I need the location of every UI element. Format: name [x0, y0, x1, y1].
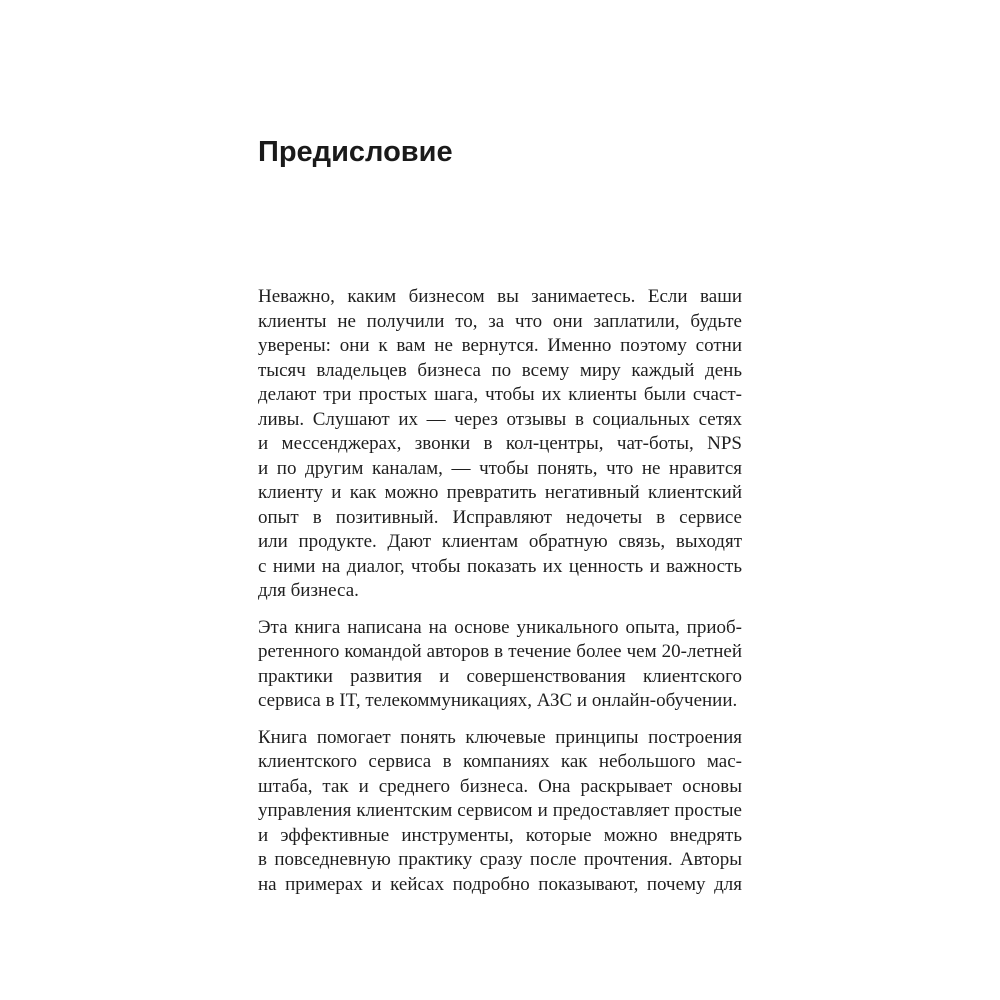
paragraph-line: с ними на диалог, чтобы показать их ценность и важность — [258, 555, 742, 577]
paragraph-line: опыт в позитивный. Исправляют недочеты в сервисе — [258, 506, 742, 528]
paragraph-line: клиенту и как можно превратить негативный клиентский — [258, 482, 742, 503]
paragraph-line: уверены: они к вам не вернутся. Именно поэтому сотни — [258, 335, 742, 356]
paragraph-line: Эта книга написана на основе уникального опыта, приоб- — [258, 616, 742, 638]
body-text — [258, 285, 742, 897]
paragraph-1 — [258, 285, 742, 604]
paragraph-line: в повседневную практику сразу после прочтения. Авторы — [258, 849, 742, 870]
paragraph-line: на примерах и кейсах подробно показывают, почему для — [258, 873, 742, 895]
paragraph-line: делают три простых шага, чтобы их клиенты были счаст- — [258, 384, 742, 405]
paragraph-line: клиентского сервиса в компаниях как небольшого мас- — [258, 751, 742, 772]
paragraph-line: ливы. Слушают их — через отзывы в социальных сетях — [258, 408, 742, 430]
paragraph-line: управления клиентским сервисом и предоставляет простые — [258, 800, 742, 821]
paragraph-line: тысяч владельцев бизнеса по всему миру каждый день — [258, 359, 742, 381]
paragraph-2 — [258, 616, 742, 714]
paragraph-line: для бизнеса. — [258, 580, 359, 601]
paragraph-line: клиенты не получили то, за что они заплатили, будьте — [258, 310, 742, 332]
paragraph-line: штаба, так и среднего бизнеса. Она раскрывает основы — [258, 775, 742, 797]
paragraph-line: Неважно, каким бизнесом вы занимаетесь. Если ваши — [258, 286, 742, 307]
paragraph-line: сервиса в IT, телекоммуникациях, АЗС и онлайн-обучении. — [258, 690, 738, 711]
page-title: Предисловие — [258, 136, 453, 168]
paragraph-line: и мессенджерах, звонки в кол-центры, чат-боты, NPS — [258, 433, 742, 454]
paragraph-line: практики развития и совершенствования клиентского — [258, 665, 742, 687]
paragraph-line: Книга помогает понять ключевые принципы построения — [258, 726, 742, 748]
paragraph-line: ретенного командой авторов в течение более чем 20-летней — [258, 641, 742, 662]
paragraph-line: и по другим каналам, — чтобы понять, что не нравится — [258, 457, 742, 479]
paragraph-line: или продукте. Дают клиентам обратную связь, выходят — [258, 531, 742, 552]
paragraph-3 — [258, 726, 742, 898]
paragraph-line: и эффективные инструменты, которые можно внедрять — [258, 824, 742, 846]
